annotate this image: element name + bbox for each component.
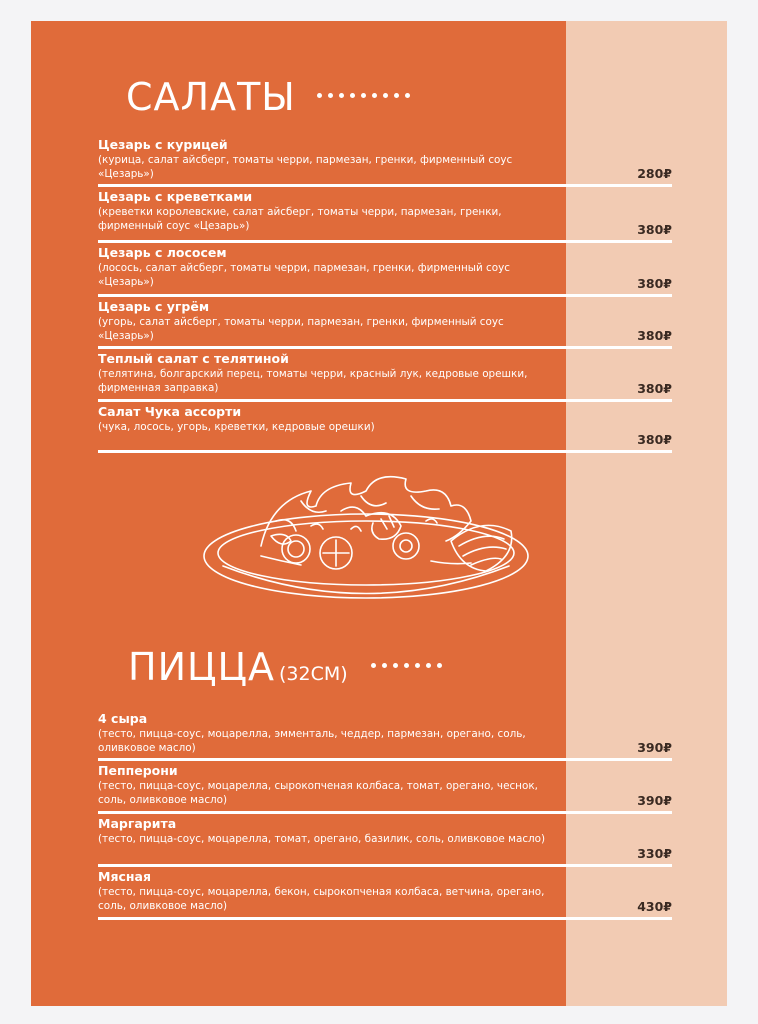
menu-item bbox=[98, 349, 672, 402]
item-name: Теплый салат с телятиной bbox=[98, 351, 289, 366]
menu-item bbox=[98, 187, 672, 243]
salads-list bbox=[98, 135, 672, 453]
item-name: Салат Чука ассорти bbox=[98, 404, 242, 419]
item-description: (чука, лосось, угорь, креветки, кедровые орешки) bbox=[98, 421, 375, 433]
menu-item bbox=[98, 814, 672, 867]
item-description: (тесто, пицца-соус, моцарелла, томат, орегано, базилик, соль, оливковое масло) bbox=[98, 833, 546, 845]
item-price: 390₽ bbox=[637, 793, 672, 808]
item-name: Мясная bbox=[98, 869, 151, 884]
item-name: Цезарь с угрём bbox=[98, 299, 210, 314]
pizza-title-dots bbox=[371, 663, 442, 668]
menu-item bbox=[98, 867, 672, 920]
menu-item bbox=[98, 243, 672, 297]
item-name: Цезарь с курицей bbox=[98, 137, 228, 152]
item-price: 380₽ bbox=[637, 328, 672, 343]
item-price: 380₽ bbox=[637, 432, 672, 447]
salads-title-dots bbox=[317, 93, 410, 98]
pizza-title-text: ПИЦЦА bbox=[128, 645, 275, 689]
item-price: 390₽ bbox=[637, 740, 672, 755]
menu-page bbox=[31, 21, 727, 1006]
item-name: 4 сыра bbox=[98, 711, 148, 726]
item-description: (креветки королевские, салат айсберг, томаты черри, пармезан, гренки, фирменный соус «Цезарь») bbox=[98, 206, 502, 232]
menu-item bbox=[98, 761, 672, 814]
salad-plate-icon bbox=[201, 461, 541, 611]
item-price: 380₽ bbox=[637, 381, 672, 396]
pizza-size: (32СМ) bbox=[279, 663, 348, 685]
pizza-list bbox=[98, 709, 672, 920]
item-name: Маргарита bbox=[98, 816, 177, 831]
item-name: Цезарь с креветками bbox=[98, 189, 253, 204]
item-description: (курица, салат айсберг, томаты черри, пармезан, гренки, фирменный соус «Цезарь») bbox=[98, 154, 513, 180]
menu-item bbox=[98, 402, 672, 453]
item-price: 280₽ bbox=[637, 166, 672, 181]
item-name: Цезарь с лососем bbox=[98, 245, 227, 260]
item-price: 430₽ bbox=[637, 899, 672, 914]
item-price: 380₽ bbox=[637, 276, 672, 291]
menu-item bbox=[98, 709, 672, 761]
item-name: Пепперони bbox=[98, 763, 178, 778]
salads-title: САЛАТЫ bbox=[126, 75, 296, 119]
pizza-title bbox=[128, 645, 348, 689]
item-description: (телятина, болгарский перец, томаты черри, красный лук, кедровые орешки, фирменная заправка) bbox=[98, 368, 528, 394]
item-description: (угорь, салат айсберг, томаты черри, пармезан, гренки, фирменный соус «Цезарь») bbox=[98, 316, 504, 342]
item-description: (тесто, пицца-соус, моцарелла, сырокопченая колбаса, томат, орегано, чеснок, соль, оливковое масло) bbox=[98, 780, 538, 806]
item-price: 330₽ bbox=[637, 846, 672, 861]
item-description: (лосось, салат айсберг, томаты черри, пармезан, гренки, фирменный соус «Цезарь») bbox=[98, 262, 510, 288]
item-description: (тесто, пицца-соус, моцарелла, эмменталь, чеддер, пармезан, орегано, соль, оливковое масло) bbox=[98, 728, 526, 754]
item-description: (тесто, пицца-соус, моцарелла, бекон, сырокопченая колбаса, ветчина, орегано, соль, оливковое масло) bbox=[98, 886, 545, 912]
menu-item bbox=[98, 135, 672, 187]
menu-item bbox=[98, 297, 672, 349]
item-price: 380₽ bbox=[637, 222, 672, 237]
